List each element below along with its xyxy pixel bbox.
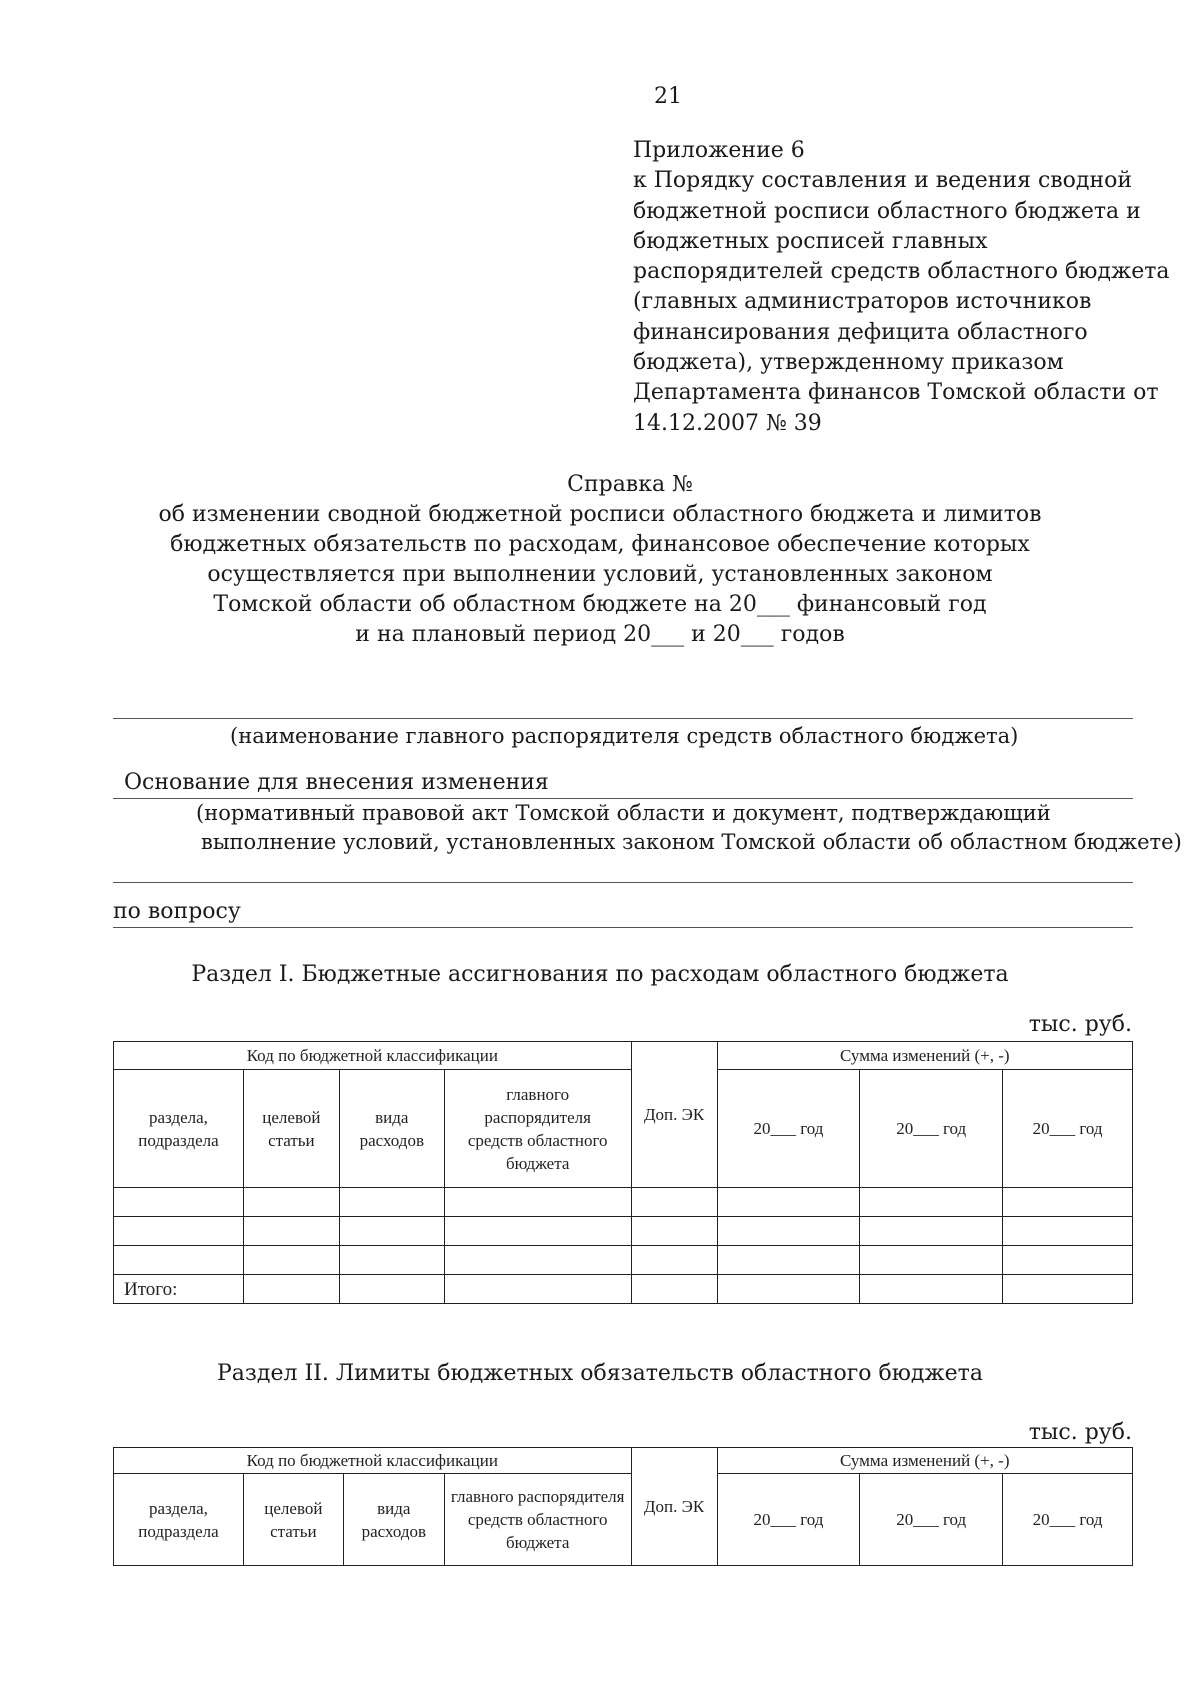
table-cell[interactable] [444, 1188, 631, 1217]
title-line: и на плановый период 20___ и 20___ годов [355, 622, 845, 647]
table-cell[interactable] [114, 1188, 244, 1217]
expense-type-header: вида расходов [339, 1070, 444, 1188]
table-cell[interactable] [860, 1188, 1003, 1217]
section-header: раздела, подраздела [114, 1474, 244, 1566]
table-cell[interactable] [1003, 1275, 1133, 1304]
table-cell[interactable] [444, 1275, 631, 1304]
section1-table [113, 1041, 1133, 1304]
target-header: целевой статьи [243, 1474, 343, 1566]
table-row [114, 1217, 1133, 1246]
table-cell[interactable] [339, 1188, 444, 1217]
target-header: целевой статьи [243, 1070, 339, 1188]
year1-header: 20___ год [717, 1474, 860, 1566]
appendix-line: (главных администраторов источников [633, 289, 1092, 315]
table-cell[interactable] [339, 1217, 444, 1246]
table-cell[interactable] [860, 1275, 1003, 1304]
section2-unit: тыс. руб. [1028, 1420, 1132, 1445]
question-label: по вопросу [113, 899, 241, 924]
question-field-line[interactable] [113, 927, 1133, 928]
expense-type-header: вида расходов [343, 1474, 444, 1566]
table-cell[interactable] [631, 1275, 717, 1304]
table-cell[interactable] [243, 1275, 339, 1304]
year3-header: 20___ год [1003, 1474, 1133, 1566]
table-cell[interactable] [631, 1188, 717, 1217]
table-cell[interactable] [631, 1217, 717, 1246]
section1-title: Раздел I. Бюджетные ассигнования по расходам областного бюджета [191, 962, 1009, 987]
year2-header: 20___ год [860, 1070, 1003, 1188]
page-number: 21 [654, 84, 682, 109]
total-label: Итого: [114, 1275, 244, 1304]
table-cell[interactable] [444, 1217, 631, 1246]
appendix-line: 14.12.2007 № 39 [633, 410, 822, 436]
table-cell[interactable] [717, 1188, 860, 1217]
table-cell[interactable] [444, 1246, 631, 1275]
table-cell[interactable] [717, 1246, 860, 1275]
appendix-line: распорядителей средств областного бюджета [633, 259, 1170, 285]
basis-hint-line1: (нормативный правовой акт Томской области и документ, подтверждающий [196, 801, 1051, 825]
classification-header: Код по бюджетной классификации [114, 1448, 632, 1474]
table-row [114, 1246, 1133, 1275]
table-cell[interactable] [717, 1275, 860, 1304]
appendix-line: бюджетной росписи областного бюджета и [633, 198, 1141, 224]
table-cell[interactable] [243, 1188, 339, 1217]
table-cell[interactable] [114, 1246, 244, 1275]
appendix-line: Приложение 6 [633, 138, 805, 163]
title-line: бюджетных обязательств по расходам, финансовое обеспечение которых [170, 532, 1030, 557]
appendix-block [633, 136, 1170, 439]
main-distributor-header: главного распорядителя средств областного бюджета [444, 1474, 631, 1566]
year1-header: 20___ год [717, 1070, 860, 1188]
year2-header: 20___ год [860, 1474, 1003, 1566]
table-cell[interactable] [339, 1275, 444, 1304]
title-line: Справка № [567, 472, 693, 497]
basis-extra-line[interactable] [113, 882, 1133, 883]
table-cell[interactable] [717, 1217, 860, 1246]
section-header: раздела, подраздела [114, 1070, 244, 1188]
total-row [114, 1275, 1133, 1304]
table-cell[interactable] [1003, 1246, 1133, 1275]
basis-label: Основание для внесения изменения [124, 770, 549, 795]
table-cell[interactable] [114, 1217, 244, 1246]
title-line: Томской области об областном бюджете на 20___ финансовый год [213, 592, 987, 617]
section2-table [113, 1447, 1133, 1566]
table-cell[interactable] [860, 1217, 1003, 1246]
table-cell[interactable] [243, 1217, 339, 1246]
appendix-line: бюджета), утвержденному приказом [633, 350, 1064, 376]
table-cell[interactable] [631, 1246, 717, 1275]
distributor-field-line[interactable] [113, 718, 1133, 719]
year3-header: 20___ год [1003, 1070, 1133, 1188]
document-title [0, 470, 1200, 650]
section2-title: Раздел II. Лимиты бюджетных обязательств областного бюджета [217, 1361, 983, 1386]
title-line: об изменении сводной бюджетной росписи областного бюджета и лимитов [158, 502, 1042, 527]
sum-changes-header: Сумма изменений (+, -) [717, 1042, 1132, 1070]
table-cell[interactable] [1003, 1188, 1133, 1217]
basis-hint-line2: выполнение условий, установленных законом Томской области об областном бюджете) [201, 830, 1182, 854]
classification-header: Код по бюджетной классификации [114, 1042, 632, 1070]
table-cell[interactable] [860, 1246, 1003, 1275]
appendix-line: финансирования дефицита областного [633, 319, 1088, 345]
main-distributor-header: главного распорядителя средств областного бюджета [444, 1070, 631, 1188]
dop-ek-header: Доп. ЭК [631, 1448, 717, 1566]
basis-field-line[interactable] [113, 798, 1133, 799]
appendix-line: бюджетных росписей главных [633, 228, 988, 254]
dop-ek-header: Доп. ЭК [631, 1042, 717, 1188]
table-cell[interactable] [243, 1246, 339, 1275]
table-cell[interactable] [1003, 1217, 1133, 1246]
section1-unit: тыс. руб. [1028, 1012, 1132, 1037]
appendix-line: Департамента финансов Томской области от [633, 380, 1159, 406]
table-cell[interactable] [339, 1246, 444, 1275]
table-row [114, 1188, 1133, 1217]
sum-changes-header: Сумма изменений (+, -) [717, 1448, 1132, 1474]
title-line: осуществляется при выполнении условий, установленных законом [207, 562, 993, 587]
distributor-hint: (наименование главного распорядителя средств областного бюджета) [230, 724, 1019, 748]
appendix-line: к Порядку составления и ведения сводной [633, 168, 1133, 194]
